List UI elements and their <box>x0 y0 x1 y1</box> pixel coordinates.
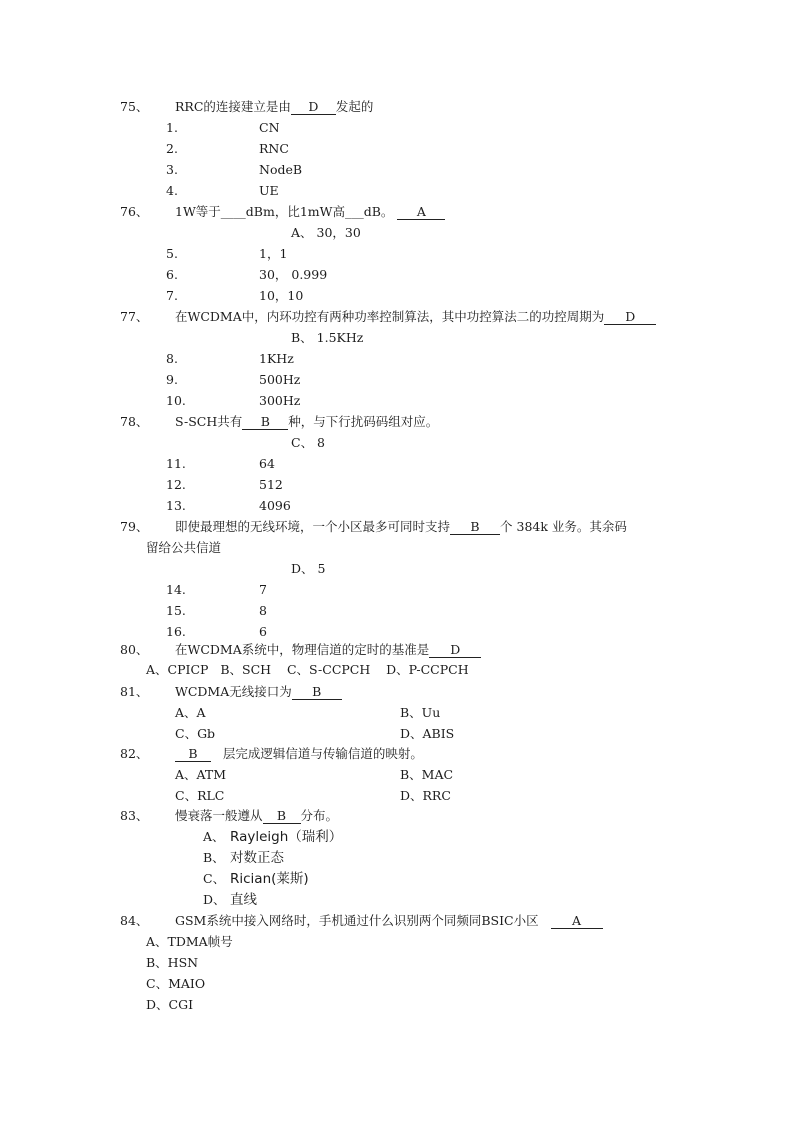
option-number: 8. <box>166 351 178 366</box>
option-text: D、ABIS <box>400 726 455 741</box>
option-number: 4. <box>166 183 178 198</box>
option-text: 1KHz <box>259 351 294 366</box>
option-text: Rician(莱斯) <box>230 871 309 887</box>
question-stem: WCDMA无线接口为 <box>175 684 292 699</box>
option-text: 30， 0.999 <box>259 267 328 282</box>
option-text: D、 5 <box>291 561 326 576</box>
answer-blank: D <box>604 310 656 325</box>
option-text: D、RRC <box>400 788 451 803</box>
option-text: A、ATM <box>175 767 227 782</box>
question-stem-after: 分布。 <box>300 808 339 823</box>
option-text: 6 <box>259 624 267 639</box>
question-stem: 即使最理想的无线环境，一个小区最多可同时支持 <box>175 519 451 534</box>
option-text: B、MAC <box>400 767 454 782</box>
answer-blank: A <box>397 205 445 220</box>
question-text <box>175 99 373 115</box>
question-stem-after: 种，与下行扰码码组对应。 <box>288 414 439 429</box>
question-stem-after: 发起的 <box>335 99 374 114</box>
option-text: 4096 <box>259 498 291 513</box>
option-number: 1. <box>166 120 178 135</box>
option-text: NodeB <box>259 162 303 177</box>
option-letter: B、 <box>203 850 225 865</box>
answer-blank: B <box>450 520 500 535</box>
question-stem: 层完成逻辑信道与传输信道的映射。 <box>222 746 423 761</box>
question-text <box>175 204 445 220</box>
option-number: 14. <box>166 582 186 597</box>
option-text: B、HSN <box>146 955 199 970</box>
option-number: 5. <box>166 246 178 261</box>
question-number: 80、 <box>120 642 149 657</box>
option-number: 3. <box>166 162 178 177</box>
option-text: C、RLC <box>175 788 225 803</box>
answer-blank: B <box>292 685 342 700</box>
question-number: 78、 <box>120 414 149 429</box>
option-text: 7 <box>259 582 267 597</box>
option-text: 1，1 <box>259 246 288 261</box>
option-text: A、TDMA帧号 <box>146 934 233 949</box>
option-text: B、Uu <box>400 705 441 720</box>
option-letter: A、 <box>203 829 225 844</box>
question-stem: 1W等于____dBm，比1mW高___dB。 <box>175 204 394 219</box>
option-text: RNC <box>259 141 289 156</box>
option-number: 13. <box>166 498 186 513</box>
answer-blank: A <box>551 914 603 929</box>
question-number: 81、 <box>120 684 149 699</box>
answer-blank: B <box>242 415 288 430</box>
question-text <box>175 808 338 824</box>
option-text: 500Hz <box>259 372 301 387</box>
option-number: 15. <box>166 603 186 618</box>
option-number: 16. <box>166 624 186 639</box>
question-text <box>175 684 342 700</box>
option-text: A、A <box>175 705 206 720</box>
question-text <box>175 913 603 929</box>
answer-blank: D <box>291 100 336 115</box>
option-number: 9. <box>166 372 178 387</box>
option-text: 300Hz <box>259 393 301 408</box>
option-text: 10，10 <box>259 288 304 303</box>
question-text <box>175 642 481 658</box>
question-number: 84、 <box>120 913 149 928</box>
question-number: 75、 <box>120 99 149 114</box>
question-stem: 在WCDMA系统中，物理信道的定时的基准是 <box>175 642 430 657</box>
question-number: 82、 <box>120 746 149 761</box>
question-stem: 慢衰落一般遵从 <box>175 808 263 823</box>
question-stem: RRC的连接建立是由 <box>175 99 291 114</box>
question-number: 79、 <box>120 519 149 534</box>
question-stem: S-SCH共有 <box>175 414 243 429</box>
question-text <box>175 746 423 762</box>
answer-blank: B <box>175 747 211 762</box>
option-letter: C、 <box>203 871 226 886</box>
option-row: A、CPICP B、SCH C、S-CCPCH D、P-CCPCH <box>146 662 469 677</box>
option-number: 2. <box>166 141 178 156</box>
option-text: Rayleigh（瑞利） <box>230 829 343 845</box>
option-text: UE <box>259 183 279 198</box>
question-text <box>175 309 656 325</box>
option-text: D、CGI <box>146 997 194 1012</box>
option-text: 64 <box>259 456 275 471</box>
option-text: 8 <box>259 603 267 618</box>
option-text: C、Gb <box>175 726 216 741</box>
option-number: 7. <box>166 288 178 303</box>
question-stem-after: 个 384k 业务。其余码 <box>500 519 627 534</box>
option-number: 11. <box>166 456 186 471</box>
option-text: CN <box>259 120 280 135</box>
option-text: 512 <box>259 477 283 492</box>
option-text: B、 1.5KHz <box>291 330 364 345</box>
option-number: 6. <box>166 267 178 282</box>
question-number: 76、 <box>120 204 149 219</box>
question-number: 77、 <box>120 309 149 324</box>
question-stem: GSM系统中接入网络时，手机通过什么识别两个同频同BSIC小区 <box>175 913 539 928</box>
question-text <box>175 519 627 535</box>
option-number: 10. <box>166 393 186 408</box>
question-number: 83、 <box>120 808 149 823</box>
option-letter: D、 <box>203 892 226 907</box>
answer-blank: D <box>429 643 481 658</box>
option-number: 12. <box>166 477 186 492</box>
question-text <box>175 414 438 430</box>
question-stem: 在WCDMA中，内环功控有两种功率控制算法，其中功控算法二的功控周期为 <box>175 309 605 324</box>
option-text: C、MAIO <box>146 976 206 991</box>
option-text: C、 8 <box>291 435 325 450</box>
option-text: A、 30，30 <box>291 225 361 240</box>
option-text: 直线 <box>230 892 257 908</box>
answer-blank: B <box>263 809 301 824</box>
question-text-continued: 留给公共信道 <box>146 540 222 555</box>
option-text: 对数正态 <box>230 850 284 866</box>
